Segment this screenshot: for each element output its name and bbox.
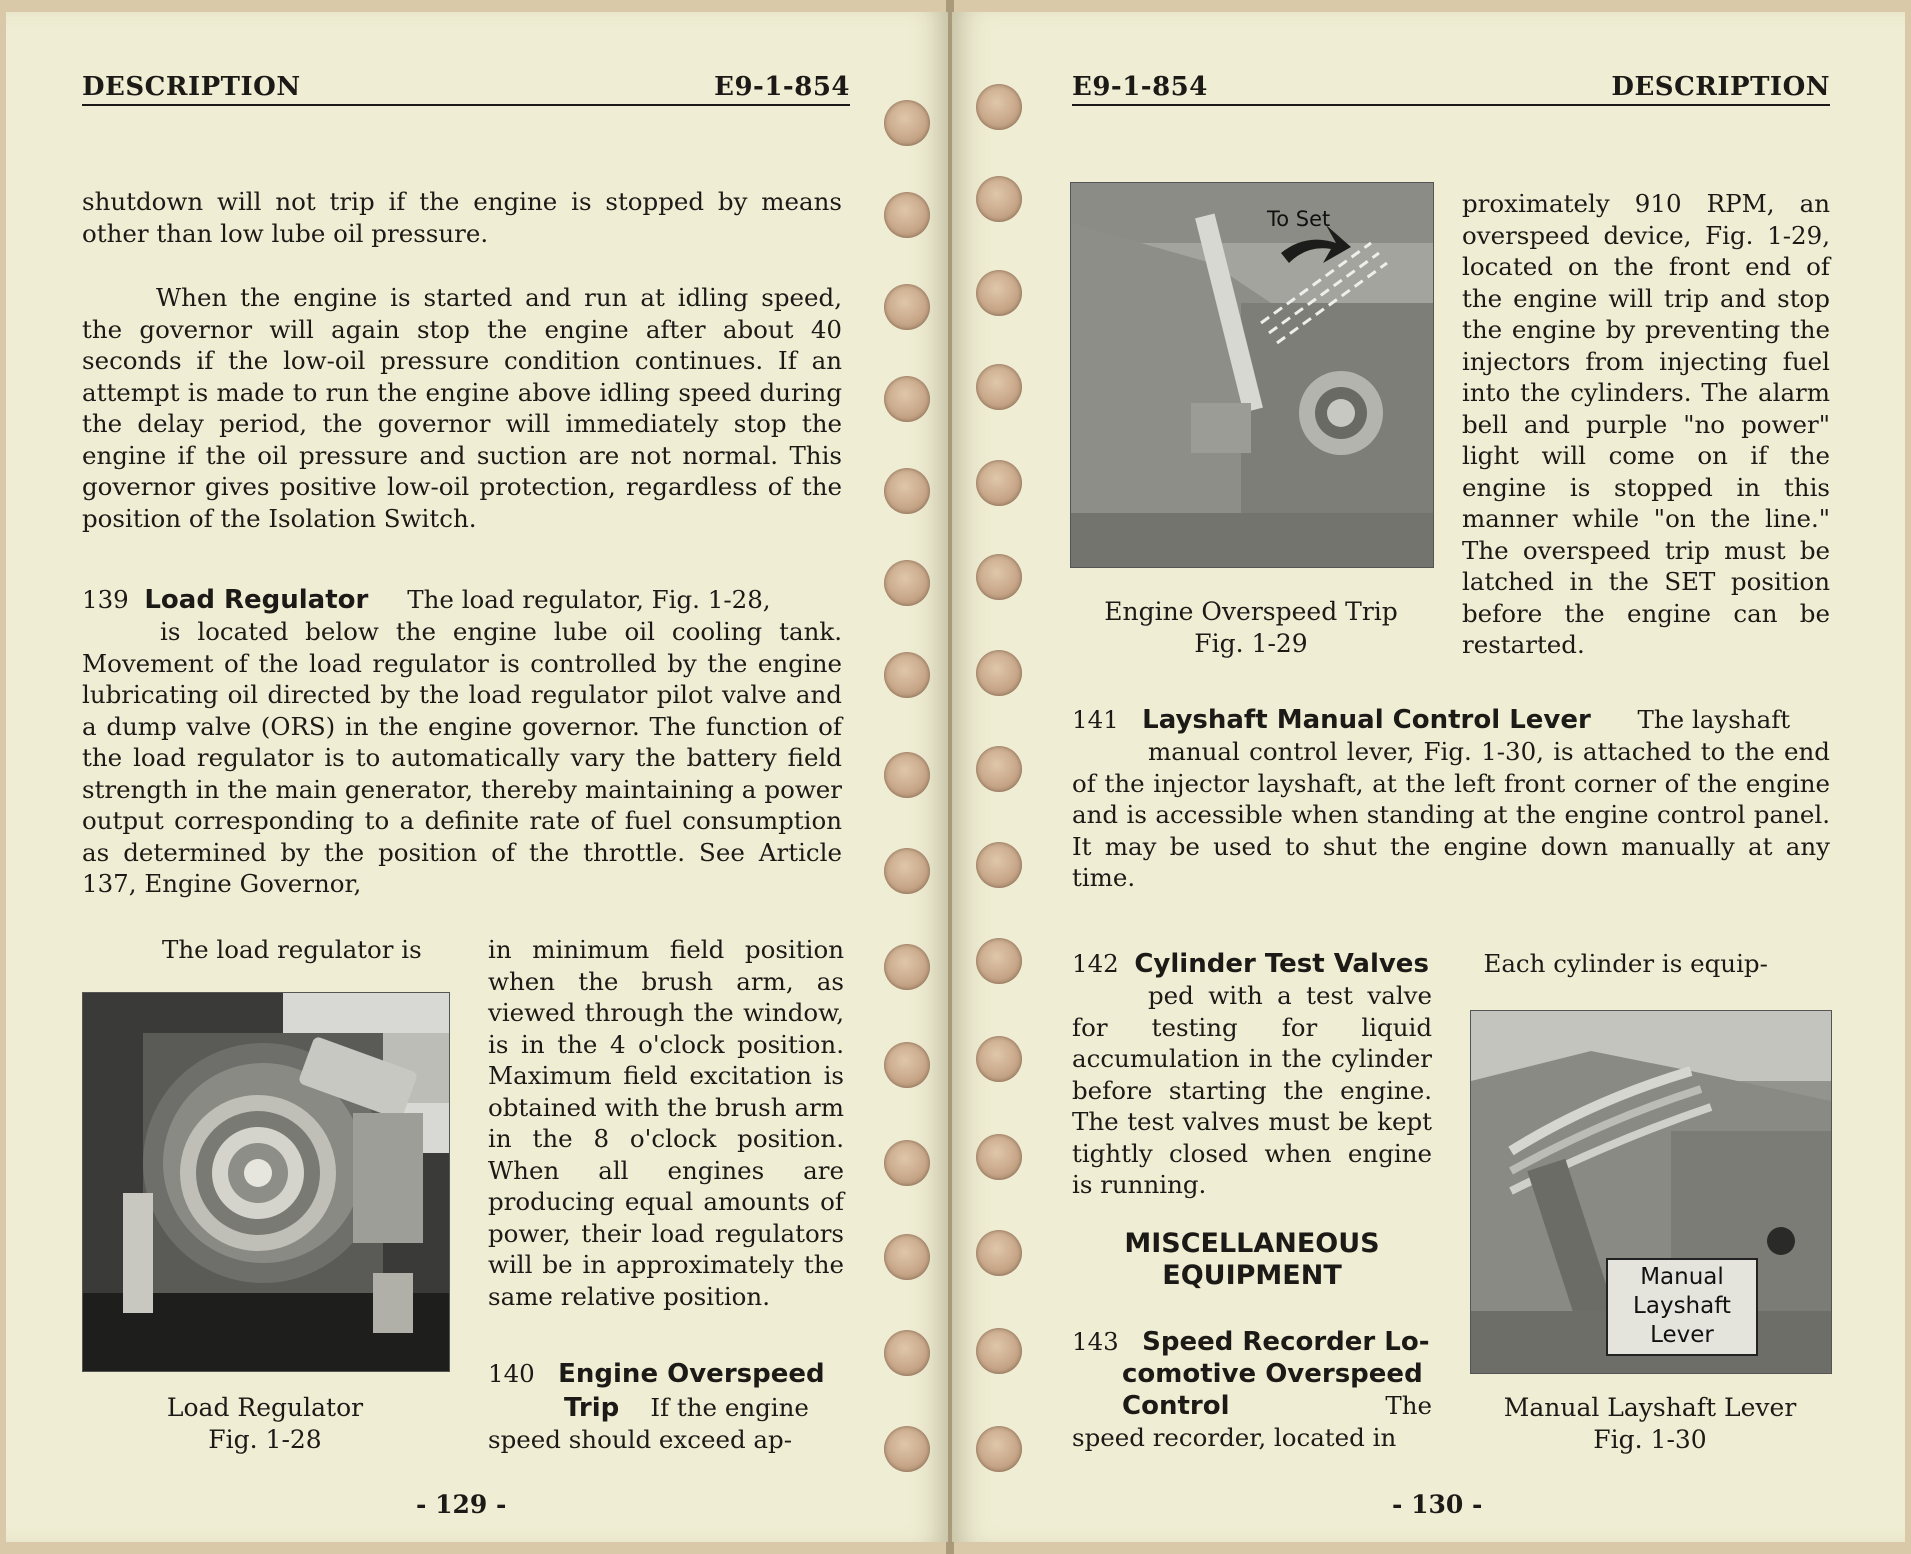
engine-overspeed-trip-photo [1070, 182, 1434, 568]
binding-hole [884, 284, 930, 330]
section-140-line2 [488, 1392, 844, 1425]
to-set-label: To Set [1267, 207, 1331, 231]
section-141-lead: The layshaft [1637, 705, 1791, 734]
section-140-number: 140 [488, 1359, 535, 1388]
binding-hole [976, 460, 1022, 506]
binding-hole [976, 650, 1022, 696]
paragraph-idling-text: When the engine is started and run at idling speed, the governor will again stop the engine after about 40 seconds if the low-oil pressure condition continues. If an attempt is made to run the engine above idling speed during the delay period, the governor will immediately stop the engine if the oil pressure and suction are not normal. This governor gives positive low-oil protection, regardless of the position of the Isolation Switch. [82, 283, 842, 533]
binding-hole [884, 192, 930, 238]
binding-hole [976, 554, 1022, 600]
binding-hole [976, 364, 1022, 410]
binding-hole [884, 560, 930, 606]
section-140-body-start: If the engine [650, 1393, 809, 1422]
binding-hole [976, 1036, 1022, 1082]
binding-hole [976, 938, 1022, 984]
section-141 [1072, 704, 1830, 737]
paragraph-min-field-lead: The load regulator is [162, 935, 422, 964]
binding-hole [976, 842, 1022, 888]
section-139-number: 139 [82, 585, 129, 614]
page-129 [6, 12, 948, 1542]
header-title: DESCRIPTION [1611, 72, 1830, 102]
manual-layshaft-lever-label [1607, 1263, 1757, 1350]
binding-hole [884, 376, 930, 422]
label-layshaft: Layshaft [1633, 1293, 1731, 1319]
binding-hole [976, 746, 1022, 792]
binding-hole [884, 1140, 930, 1186]
section-141-number: 141 [1072, 705, 1119, 734]
section-139-title: Load Regulator [144, 585, 369, 615]
binding-hole [884, 468, 930, 514]
page-number: - 130 - [1392, 1490, 1483, 1519]
binding-hole [976, 1134, 1022, 1180]
binding-hole [976, 176, 1022, 222]
section-142-body: ped with a test valve for testing for liquid accumulation in the cylinder before starting the engine. The test valves must be kept tightly closed when engine is running. [1072, 981, 1432, 1199]
section-143-title-end: Control [1122, 1391, 1230, 1421]
figure-1-30-title: Manual Layshaft Lever [1503, 1393, 1797, 1422]
section-142-lead: Each cylinder is equip- [1483, 949, 1768, 978]
binding-hole [976, 270, 1022, 316]
binding-hole [976, 84, 1022, 130]
manual-layshaft-lever-photo [1470, 1010, 1832, 1374]
load-regulator-illustration [83, 993, 449, 1371]
misc-heading-line1: MISCELLANEOUS [1124, 1228, 1380, 1259]
section-141-title: Layshaft Manual Control Lever [1142, 705, 1591, 735]
section-140-title: Engine Overspeed [558, 1359, 825, 1389]
figure-1-29-title: Engine Overspeed Trip [1104, 597, 1398, 626]
page-number: - 129 - [416, 1490, 507, 1519]
section-143 [1072, 1326, 1432, 1359]
paragraph-idling [82, 282, 842, 534]
figure-1-30-number: Fig. 1-30 [1593, 1425, 1707, 1454]
page-header [1072, 64, 1830, 106]
paragraph-min-field: in minimum field position when the brush arm, as viewed through the window, is in the 4 o'clock position. Maximum field excitation is obtained with the brush arm in the 8 o'clock position. When all engines are producing equal amounts of power, their load regulators will be in approximately the same relative position. [488, 935, 844, 1311]
section-142-number: 142 [1072, 949, 1119, 978]
section-143-title-cont: comotive Overspeed [1122, 1359, 1423, 1389]
figure-1-28-number: Fig. 1-28 [208, 1425, 322, 1454]
section-143-title: Speed Recorder Lo- [1142, 1327, 1430, 1357]
section-140-title-cont: Trip [564, 1393, 620, 1423]
binding-hole [884, 1426, 930, 1472]
section-142 [1072, 948, 1830, 981]
binding-hole [884, 848, 930, 894]
binding-hole [884, 100, 930, 146]
section-143-body: speed recorder, located in [1072, 1423, 1397, 1452]
load-regulator-photo [82, 992, 450, 1372]
section-141-body: manual control lever, Fig. 1-30, is attached to the end of the injector layshaft, at the left front corner of the engine and is accessible when standing at the engine control panel. It may be used to shut the engine down manually at any time. [1072, 737, 1830, 892]
paragraph-shutdown: shutdown will not trip if the engine is stopped by means other than low lube oil pressure. [82, 187, 842, 248]
label-lever: Lever [1650, 1322, 1714, 1348]
overspeed-description: proximately 910 RPM, an overspeed device, Fig. 1-29, located on the front end of the engine will trip and stop the engine by preventing the injectors from injecting fuel into the cylinders. The alarm bell and purple "no power" light will come on if the engine is stopped in this manner while "on the line." The overspeed trip must be latched in the SET position before the engine can be restarted. [1462, 189, 1830, 659]
section-142-title: Cylinder Test Valves [1134, 949, 1429, 979]
misc-heading-line2: EQUIPMENT [1162, 1260, 1342, 1291]
figure-1-29-caption [1070, 596, 1432, 660]
figure-1-30-caption [1458, 1392, 1842, 1456]
page-130 [952, 12, 1905, 1542]
header-code: E9-1-854 [1072, 72, 1208, 102]
miscellaneous-heading [1072, 1228, 1432, 1292]
section-139 [82, 584, 842, 617]
section-143-title-line3 [1122, 1390, 1432, 1423]
header-title: DESCRIPTION [82, 72, 301, 102]
section-143-number: 143 [1072, 1327, 1119, 1356]
section-143-lead: The [1385, 1391, 1432, 1420]
binding-hole [884, 1234, 930, 1280]
binding-hole [884, 1042, 930, 1088]
header-code: E9-1-854 [714, 72, 850, 102]
section-140 [488, 1358, 844, 1391]
section-139-body: is located below the engine lube oil cooling tank. Movement of the load regulator is controlled by the engine lubricating oil directed by the load regulator pilot valve and a dump valve (ORS) in the engine governor. The function of the load regulator is to automatically vary the battery field strength in the main generator, thereby maintaining a power output corresponding to a definite rate of fuel consumption as determined by the position of the throttle. See Article 137, Engine Governor, [82, 617, 842, 898]
figure-1-28-caption [82, 1392, 448, 1456]
binding-hole [976, 1230, 1022, 1276]
label-manual: Manual [1640, 1264, 1724, 1290]
figure-1-28-title: Load Regulator [166, 1393, 364, 1422]
binding-hole [884, 752, 930, 798]
page-header [82, 64, 850, 106]
figure-1-29-number: Fig. 1-29 [1194, 629, 1308, 658]
overspeed-trip-illustration [1071, 183, 1433, 567]
binding-hole [884, 652, 930, 698]
binding-hole [884, 944, 930, 990]
section-143-title-line2 [1122, 1358, 1432, 1391]
binding-hole [884, 1330, 930, 1376]
binding-hole [976, 1426, 1022, 1472]
section-139-lead: The load regulator, Fig. 1-28, [407, 585, 771, 614]
binding-hole [976, 1328, 1022, 1374]
section-140-body: speed should exceed ap- [488, 1425, 792, 1454]
